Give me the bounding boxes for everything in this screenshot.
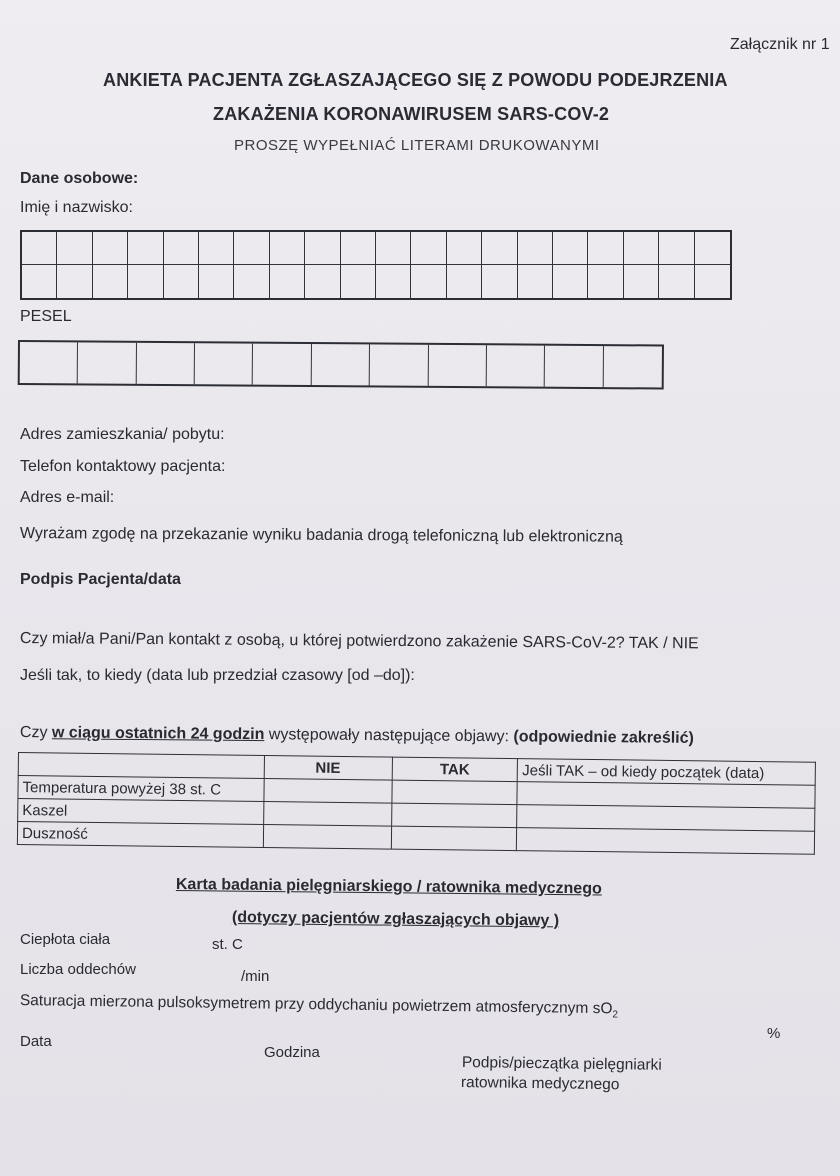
symptoms-intro	[20, 724, 694, 748]
symptoms-header-since: Jeśli TAK – od kiedy początek (data)	[518, 759, 816, 786]
contact-question: Czy miał/a Pani/Pan kontakt z osobą, u której potwierdzono zakażenie SARS-CoV-2? TAK / NIE	[19, 630, 699, 653]
symptoms-intro-middle: występowały następujące objawy:	[264, 726, 514, 746]
saturation-subscript: 2	[612, 1009, 619, 1021]
breath-rate-label: Liczba oddechów	[20, 961, 136, 978]
phone-label: Telefon kontaktowy pacjenta:	[20, 458, 226, 475]
form-title-line1: ANKIETA PACJENTA ZGŁASZAJĄCEGO SIĘ Z POWODU PODEJRZENIA	[103, 70, 728, 90]
saturation-label-text: Saturacja mierzona pulsoksymetrem przy oddychaniu powietrzem atmosferycznym sO	[19, 992, 613, 1018]
date-label: Data	[20, 1033, 52, 1050]
nurse-signature-line2: ratownika medycznego	[460, 1074, 620, 1094]
symptoms-header-blank	[18, 753, 264, 779]
nurse-signature-line1: Podpis/pieczątka pielęgniarki	[461, 1054, 662, 1074]
consent-text: Wyrażam zgodę na przekazanie wyniku badania drogą telefoniczną lub elektroniczną	[19, 525, 623, 546]
symptom-temperature: Temperatura powyżej 38 st. C	[18, 776, 264, 802]
saturation-unit: %	[767, 1025, 781, 1042]
nurse-card-title: Karta badania pielęgniarskiego / ratownika medycznego	[175, 876, 602, 898]
symptom-cough: Kaszel	[18, 799, 264, 825]
symptom-nie-cell[interactable]	[264, 779, 392, 804]
body-temp-label: Ciepłota ciała	[20, 931, 111, 948]
attachment-label: Załącznik nr 1	[730, 36, 830, 53]
symptoms-header-tak: TAK	[392, 757, 518, 782]
personal-data-heading: Dane osobowe:	[20, 170, 139, 187]
contact-followup: Jeśli tak, to kiedy (data lub przedział czasowy [od –do]):	[20, 667, 415, 684]
symptom-nie-cell[interactable]	[263, 825, 391, 850]
symptom-tak-cell[interactable]	[391, 780, 517, 805]
symptoms-table	[17, 752, 816, 855]
name-letter-grid[interactable]	[20, 230, 732, 300]
saturation-label	[20, 992, 618, 1020]
form-subtitle: PROSZĘ WYPEŁNIAĆ LITERAMI DRUKOWANYMI	[234, 137, 600, 154]
email-label: Adres e-mail:	[20, 489, 115, 506]
symptoms-intro-period: w ciągu ostatnich 24 godzin	[51, 724, 265, 744]
symptoms-intro-instruction: (odpowiednie zakreślić)	[513, 728, 694, 747]
address-label: Adres zamieszkania/ pobytu:	[20, 426, 225, 443]
nurse-card-subtitle: (dotyczy pacjentów zgłaszających objawy )	[231, 909, 560, 930]
form-title-line2: ZAKAŻENIA KORONAWIRUSEM SARS-COV-2	[213, 104, 610, 124]
pesel-label: PESEL	[20, 308, 72, 325]
time-label: Godzina	[264, 1044, 320, 1061]
patient-signature-label: Podpis Pacjenta/data	[20, 571, 181, 588]
pesel-digit-grid[interactable]	[18, 340, 664, 390]
breath-rate-unit: /min	[241, 968, 270, 985]
symptoms-intro-start: Czy	[19, 724, 52, 742]
symptom-tak-cell[interactable]	[391, 803, 517, 828]
symptom-dyspnea: Duszność	[17, 822, 263, 848]
symptom-date-cell[interactable]	[517, 828, 815, 855]
symptom-tak-cell[interactable]	[391, 826, 517, 851]
symptoms-header-nie: NIE	[264, 756, 392, 781]
body-temp-unit: st. C	[212, 936, 243, 953]
name-label: Imię i nazwisko:	[20, 199, 133, 216]
symptom-nie-cell[interactable]	[263, 802, 391, 827]
